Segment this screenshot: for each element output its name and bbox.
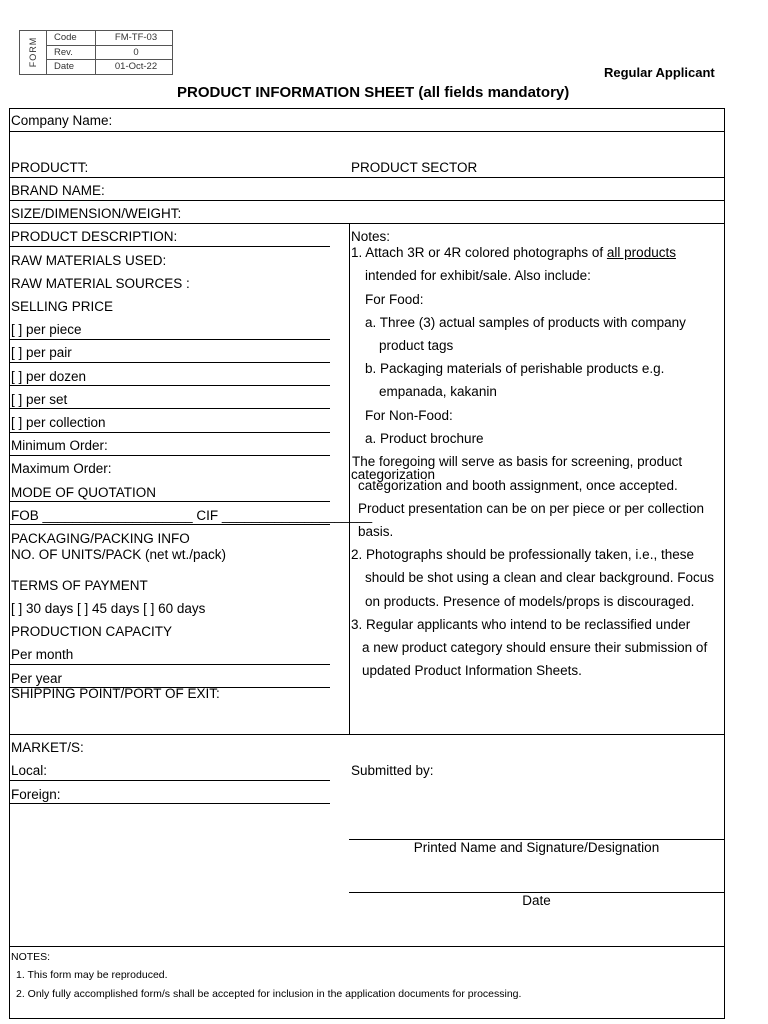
payment-days-options[interactable]: [ ] 30 days [ ] 45 days [ ] 60 days — [11, 601, 206, 616]
per-year-label: Per year — [11, 671, 63, 686]
raw-sources-label: RAW MATERIAL SOURCES : — [11, 276, 190, 291]
note-line: updated Product Information Sheets. — [362, 663, 582, 678]
fob-cif-field[interactable]: FOB ____________________ CIF ____________________ — [11, 508, 373, 523]
footer-note-item: 2. Only fully accomplished form/s shall be accepted for inclusion in the application documents for processing. — [16, 988, 522, 1000]
brand-name-label: BRAND NAME: — [11, 183, 105, 198]
note-line: b. Packaging materials of perishable products e.g. — [365, 361, 665, 376]
packaging-label: PACKAGING/PACKING INFO — [11, 531, 190, 546]
note-line: intended for exhibit/sale. Also include: — [365, 268, 591, 283]
note-line: a. Three (3) actual samples of products with company — [365, 315, 686, 330]
terms-payment-label: TERMS OF PAYMENT — [11, 578, 148, 593]
production-capacity-label: PRODUCTION CAPACITY — [11, 624, 173, 639]
product-label: PRODUCTT: — [11, 160, 89, 175]
size-label: SIZE/DIMENSION/WEIGHT: — [11, 206, 182, 221]
product-description-label: PRODUCT DESCRIPTION: — [11, 229, 178, 244]
maximum-order-label: Maximum Order: — [11, 461, 112, 476]
foreign-market-label: Foreign: — [11, 787, 61, 802]
note-line: a. Product brochure — [365, 431, 484, 446]
note-line: 3. Regular applicants who intend to be reclassified under — [351, 617, 691, 632]
note-line: should be shot using a clean and clear background. Focus — [365, 570, 714, 585]
note-line: 2. Photographs should be professionally taken, i.e., these — [351, 547, 694, 562]
per-collection-checkbox[interactable]: [ ] per collection — [11, 415, 106, 430]
raw-materials-label: RAW MATERIALS USED: — [11, 253, 167, 268]
note-line: The foregoing will serve as basis for screening, product — [352, 454, 683, 469]
company-name-label: Company Name: — [11, 113, 113, 128]
form-date-row: Date 01-Oct-22 — [46, 59, 172, 75]
footer-note-item: 1. This form may be reproduced. — [16, 969, 168, 981]
form-side-label: FORM — [20, 31, 47, 74]
shipping-point-label: SHIPPING POINT/PORT OF EXIT: — [11, 686, 220, 701]
note-line: For Food: — [365, 292, 424, 307]
notes-heading: Notes: — [351, 229, 391, 244]
per-pair-checkbox[interactable]: [ ] per pair — [11, 345, 72, 360]
note-line: on products. Presence of models/props is discouraged. — [365, 594, 695, 609]
date-caption: Date — [522, 893, 551, 908]
units-pack-label: NO. OF UNITS/PACK (net wt./pack) — [11, 547, 227, 562]
note-line: basis. — [358, 524, 394, 539]
form-rev-row: Rev. 0 — [46, 45, 172, 60]
page-title: PRODUCT INFORMATION SHEET (all fields mandatory) — [177, 84, 570, 101]
product-sector-label: PRODUCT SECTOR — [351, 160, 478, 175]
form-code-box — [19, 30, 173, 75]
note-1-line: 1. Attach 3R or 4R colored photographs of all products — [351, 245, 676, 260]
footer-notes-heading: NOTES: — [11, 951, 51, 963]
submitted-by-label: Submitted by: — [351, 763, 434, 778]
note-line: a new product category should ensure their submission of — [362, 640, 708, 655]
markets-label: MARKET/S: — [11, 740, 84, 755]
per-piece-checkbox[interactable]: [ ] per piece — [11, 322, 82, 337]
form-code-row: Code FM-TF-03 — [54, 32, 158, 43]
note-line: Product presentation can be on per piece or per collection — [358, 501, 704, 516]
local-market-label: Local: — [11, 763, 48, 778]
per-month-label: Per month — [11, 647, 74, 662]
note-line: categorization and booth assignment, once accepted. — [358, 478, 678, 493]
mode-quotation-label: MODE OF QUOTATION — [11, 485, 156, 500]
note-line: empanada, kakanin — [379, 384, 497, 399]
applicant-type: Regular Applicant — [604, 65, 715, 80]
per-set-checkbox[interactable]: [ ] per set — [11, 392, 68, 407]
selling-price-label: SELLING PRICE — [11, 299, 114, 314]
note-line: product tags — [379, 338, 454, 353]
per-dozen-checkbox[interactable]: [ ] per dozen — [11, 369, 87, 384]
note-line: For Non-Food: — [365, 408, 453, 423]
signature-caption: Printed Name and Signature/Designation — [413, 840, 660, 855]
note-line: categorization — [351, 467, 436, 482]
minimum-order-label: Minimum Order: — [11, 438, 108, 453]
